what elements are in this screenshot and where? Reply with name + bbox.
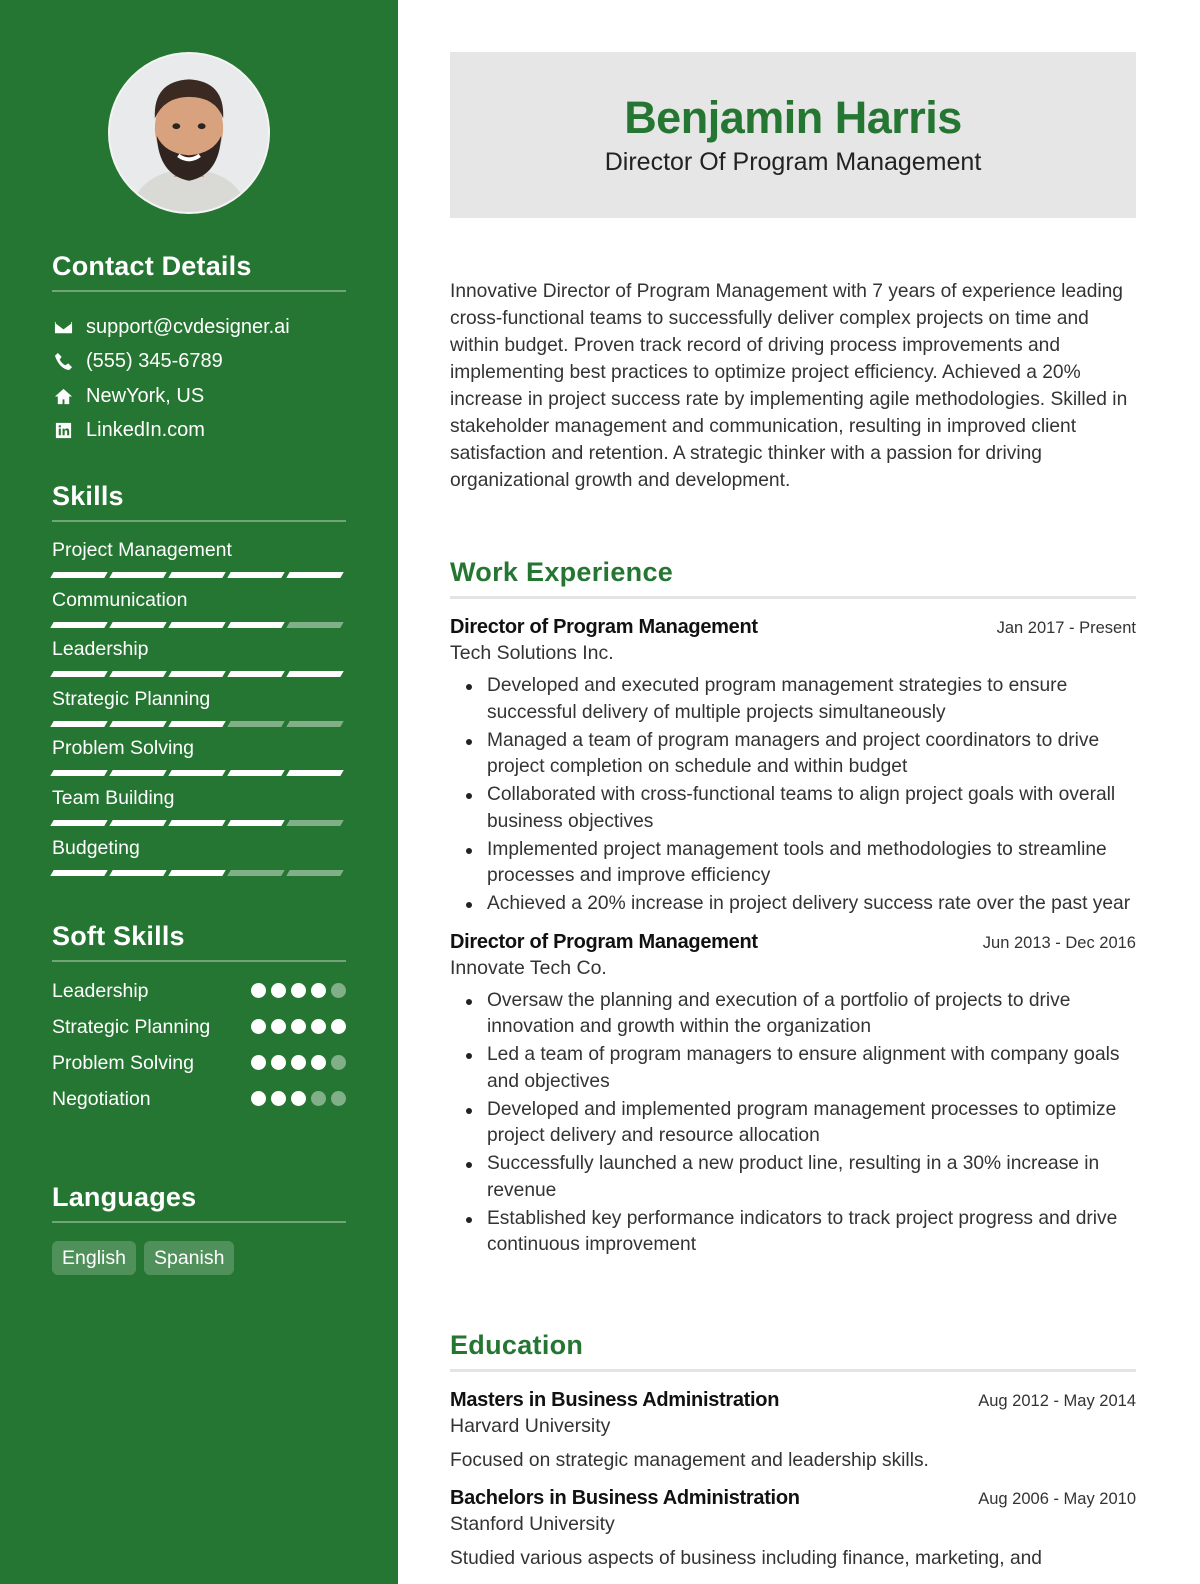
skill-level-segment: [50, 870, 107, 876]
rating-dot: [311, 1091, 326, 1106]
contact-heading: Contact Details: [52, 251, 346, 292]
skill-level-segment: [109, 622, 166, 628]
soft-skill-rating: [251, 1086, 346, 1106]
education-heading: Education: [450, 1330, 1136, 1372]
contact-phone[interactable]: [52, 345, 346, 380]
profile-summary: Innovative Director of Program Management with 7 years of experience leading cross-functional teams to successfully deliver complex projects on time and within budget. Proven track record of driving process improvements and implementing best practices to optimize project efficiency. Achieved a 20% increase in project success rate by implementing agile methodologies. Skilled in stakeholder management and communication, resulting in improved client satisfaction and retention. A strategic thinker with a passion for driving organizational growth and development.: [450, 281, 1128, 491]
skill-level-segment: [227, 671, 284, 677]
soft-skill-item: [52, 1086, 346, 1112]
skill-level-segment: [227, 721, 284, 727]
soft-skills-heading: Soft Skills: [52, 921, 346, 962]
education-entry: [450, 1487, 1136, 1572]
skill-level-segment: [50, 622, 107, 628]
skill-level-segment: [227, 622, 284, 628]
soft-skill-item: [52, 1014, 346, 1040]
skill-level-segment: [50, 820, 107, 826]
education-description: Studied various aspects of business including finance, marketing, and: [450, 1548, 1042, 1569]
achievement-item: Developed and executed program management strategies to ensure successful delivery of multiple projects simultaneously: [450, 673, 1136, 726]
skill-level-segment: [286, 622, 343, 628]
envelope-icon: [52, 317, 74, 337]
soft-skill-name: Strategic Planning: [52, 1016, 211, 1038]
rating-dot: [251, 1055, 266, 1070]
work-experience-heading: Work Experience: [450, 557, 1136, 599]
skill-level-segment: [168, 572, 225, 578]
entry-header: [450, 931, 1136, 954]
skill-name: Communication: [52, 588, 188, 611]
skill-level-bar: [52, 572, 346, 578]
job-title: Director of Program Management: [450, 930, 758, 953]
skill-name: Budgeting: [52, 836, 140, 859]
skill-level-segment: [286, 671, 343, 677]
degree-title: Masters in Business Administration: [450, 1389, 780, 1411]
soft-skill-name: Leadership: [52, 980, 149, 1002]
skill-level-segment: [227, 820, 284, 826]
achievement-item: Led a team of program managers to ensure alignment with company goals and objectives: [450, 1042, 1136, 1095]
skill-item: [52, 734, 346, 784]
entry-header: [450, 616, 1136, 639]
candidate-title: Director Of Program Management: [604, 148, 982, 176]
degree-dates: Aug 2006 - May 2010: [978, 1490, 1136, 1508]
soft-skill-name: Negotiation: [52, 1088, 151, 1110]
contact-location: [52, 379, 346, 414]
achievement-list: [450, 673, 1136, 918]
skill-level-segment: [50, 671, 107, 677]
rating-dot: [291, 983, 306, 998]
school-name: Stanford University: [450, 1513, 615, 1535]
rating-dot: [251, 1091, 266, 1106]
rating-dot: [271, 1055, 286, 1070]
contact-list: [52, 310, 346, 448]
job-title: Director of Program Management: [450, 616, 758, 638]
skill-name: Team Building: [52, 786, 175, 809]
rating-dot: [291, 1055, 306, 1070]
rating-dot: [271, 983, 286, 998]
skill-level-bar: [52, 622, 346, 628]
entry-header: [450, 1389, 1136, 1412]
skill-level-bar: [52, 721, 346, 727]
education-list: [450, 1389, 1136, 1572]
achievement-item: Successfully launched a new product line, resulting in a 30% increase in revenue: [450, 1151, 1136, 1204]
skill-level-segment: [168, 870, 225, 876]
rating-dot: [291, 1019, 306, 1034]
rating-dot: [331, 1019, 346, 1034]
achievement-list: [450, 988, 1136, 1259]
skill-level-segment: [227, 572, 284, 578]
skill-level-segment: [168, 721, 225, 727]
education-entry: [450, 1389, 1136, 1474]
rating-dot: [251, 1019, 266, 1034]
skill-level-segment: [286, 820, 343, 826]
languages-heading: Languages: [52, 1182, 346, 1223]
skill-level-segment: [286, 721, 343, 727]
job-dates: Jun 2013 - Dec 2016: [982, 933, 1136, 952]
school-name: Harvard University: [450, 1415, 611, 1437]
skill-level-segment: [227, 770, 284, 776]
skills-section: [52, 481, 346, 883]
rating-dot: [251, 983, 266, 998]
header-box: [450, 52, 1136, 218]
rating-dot: [291, 1091, 306, 1106]
languages-section: [52, 1182, 346, 1275]
phone-icon: [52, 352, 74, 372]
profile-photo-icon: [110, 54, 268, 212]
soft-skill-rating: [251, 978, 346, 998]
rating-dot: [331, 983, 346, 998]
achievement-item: Achieved a 20% increase in project delivery success rate over the past year: [450, 891, 1136, 918]
soft-skill-item: [52, 1050, 346, 1076]
skills-heading: Skills: [52, 481, 346, 522]
skill-list: [52, 536, 346, 883]
soft-skill-name: Problem Solving: [52, 1052, 194, 1074]
skill-item: [52, 784, 346, 834]
achievement-item: Established key performance indicators to track project progress and drive continuous improvement: [450, 1206, 1136, 1259]
achievement-item: Developed and implemented program management processes to optimize project delivery and resource allocation: [450, 1097, 1136, 1150]
skill-name: Strategic Planning: [52, 687, 211, 710]
achievement-item: Collaborated with cross-functional teams to align project goals with overall business objectives: [450, 782, 1136, 835]
achievement-item: Managed a team of program managers and project coordinators to drive project completion on schedule and within budget: [450, 728, 1136, 781]
rating-dot: [271, 1091, 286, 1106]
work-entry: [450, 616, 1136, 918]
skill-level-bar: [52, 870, 346, 876]
rating-dot: [271, 1019, 286, 1034]
degree-dates: Aug 2012 - May 2014: [978, 1392, 1136, 1410]
contact-linkedin[interactable]: [52, 414, 346, 449]
contact-email-text: support@cvdesigner.ai: [86, 315, 290, 338]
skill-name: Leadership: [52, 638, 149, 661]
skill-name: Problem Solving: [52, 737, 194, 760]
linkedin-icon: [52, 421, 74, 441]
skill-item: [52, 635, 346, 685]
skill-level-segment: [286, 770, 343, 776]
language-tag: English: [52, 1241, 136, 1275]
entry-header: [450, 1487, 1136, 1510]
skill-item: [52, 834, 346, 884]
skill-level-bar: [52, 671, 346, 677]
skill-level-segment: [168, 622, 225, 628]
skill-level-segment: [286, 572, 343, 578]
skill-level-segment: [50, 721, 107, 727]
skill-level-segment: [109, 870, 166, 876]
candidate-name: Benjamin Harris: [624, 92, 962, 143]
skill-item: [52, 586, 346, 636]
rating-dot: [311, 983, 326, 998]
rating-dot: [311, 1019, 326, 1034]
skill-level-segment: [109, 770, 166, 776]
soft-skill-list: [52, 978, 346, 1112]
contact-email[interactable]: [52, 310, 346, 345]
rating-dot: [311, 1055, 326, 1070]
avatar: [108, 52, 270, 214]
rating-dot: [331, 1091, 346, 1106]
soft-skill-rating: [251, 1014, 346, 1034]
home-icon: [52, 386, 74, 406]
soft-skills-section: [52, 921, 346, 1122]
skill-level-segment: [109, 820, 166, 826]
company-name: Tech Solutions Inc.: [450, 642, 614, 664]
skill-item: [52, 536, 346, 586]
contact-linkedin-text: LinkedIn.com: [86, 419, 205, 442]
skill-name: Project Management: [52, 539, 232, 561]
skill-level-segment: [168, 820, 225, 826]
language-list: [52, 1241, 346, 1275]
soft-skill-item: [52, 978, 346, 1004]
sidebar: [0, 0, 398, 1584]
soft-skill-rating: [251, 1050, 346, 1070]
skill-level-segment: [109, 572, 166, 578]
skill-level-segment: [50, 572, 107, 578]
education-description: Focused on strategic management and leadership skills.: [450, 1450, 929, 1471]
skill-level-segment: [286, 870, 343, 876]
language-tag: Spanish: [144, 1241, 234, 1275]
skill-level-segment: [109, 721, 166, 727]
skill-level-segment: [168, 671, 225, 677]
skill-level-segment: [227, 870, 284, 876]
rating-dot: [331, 1055, 346, 1070]
work-experience-section: [450, 557, 1136, 1260]
contact-section: [52, 251, 346, 448]
work-list: [450, 616, 1136, 1259]
skill-level-segment: [168, 770, 225, 776]
skill-level-segment: [109, 671, 166, 677]
degree-title: Bachelors in Business Administration: [450, 1487, 800, 1509]
achievement-item: Implemented project management tools and methodologies to streamline processes and improve efficiency: [450, 837, 1136, 890]
skill-level-bar: [52, 770, 346, 776]
achievement-item: Oversaw the planning and execution of a portfolio of projects to drive innovation and growth within the organization: [450, 988, 1136, 1041]
company-name: Innovate Tech Co.: [450, 956, 607, 979]
contact-location-text: NewYork, US: [86, 384, 205, 407]
skill-level-bar: [52, 820, 346, 826]
job-dates: Jan 2017 - Present: [996, 619, 1136, 637]
skill-level-segment: [50, 770, 107, 776]
work-entry: [450, 931, 1136, 1259]
education-section: [450, 1330, 1136, 1572]
skill-item: [52, 685, 346, 735]
contact-phone-text: (555) 345-6789: [86, 350, 223, 373]
